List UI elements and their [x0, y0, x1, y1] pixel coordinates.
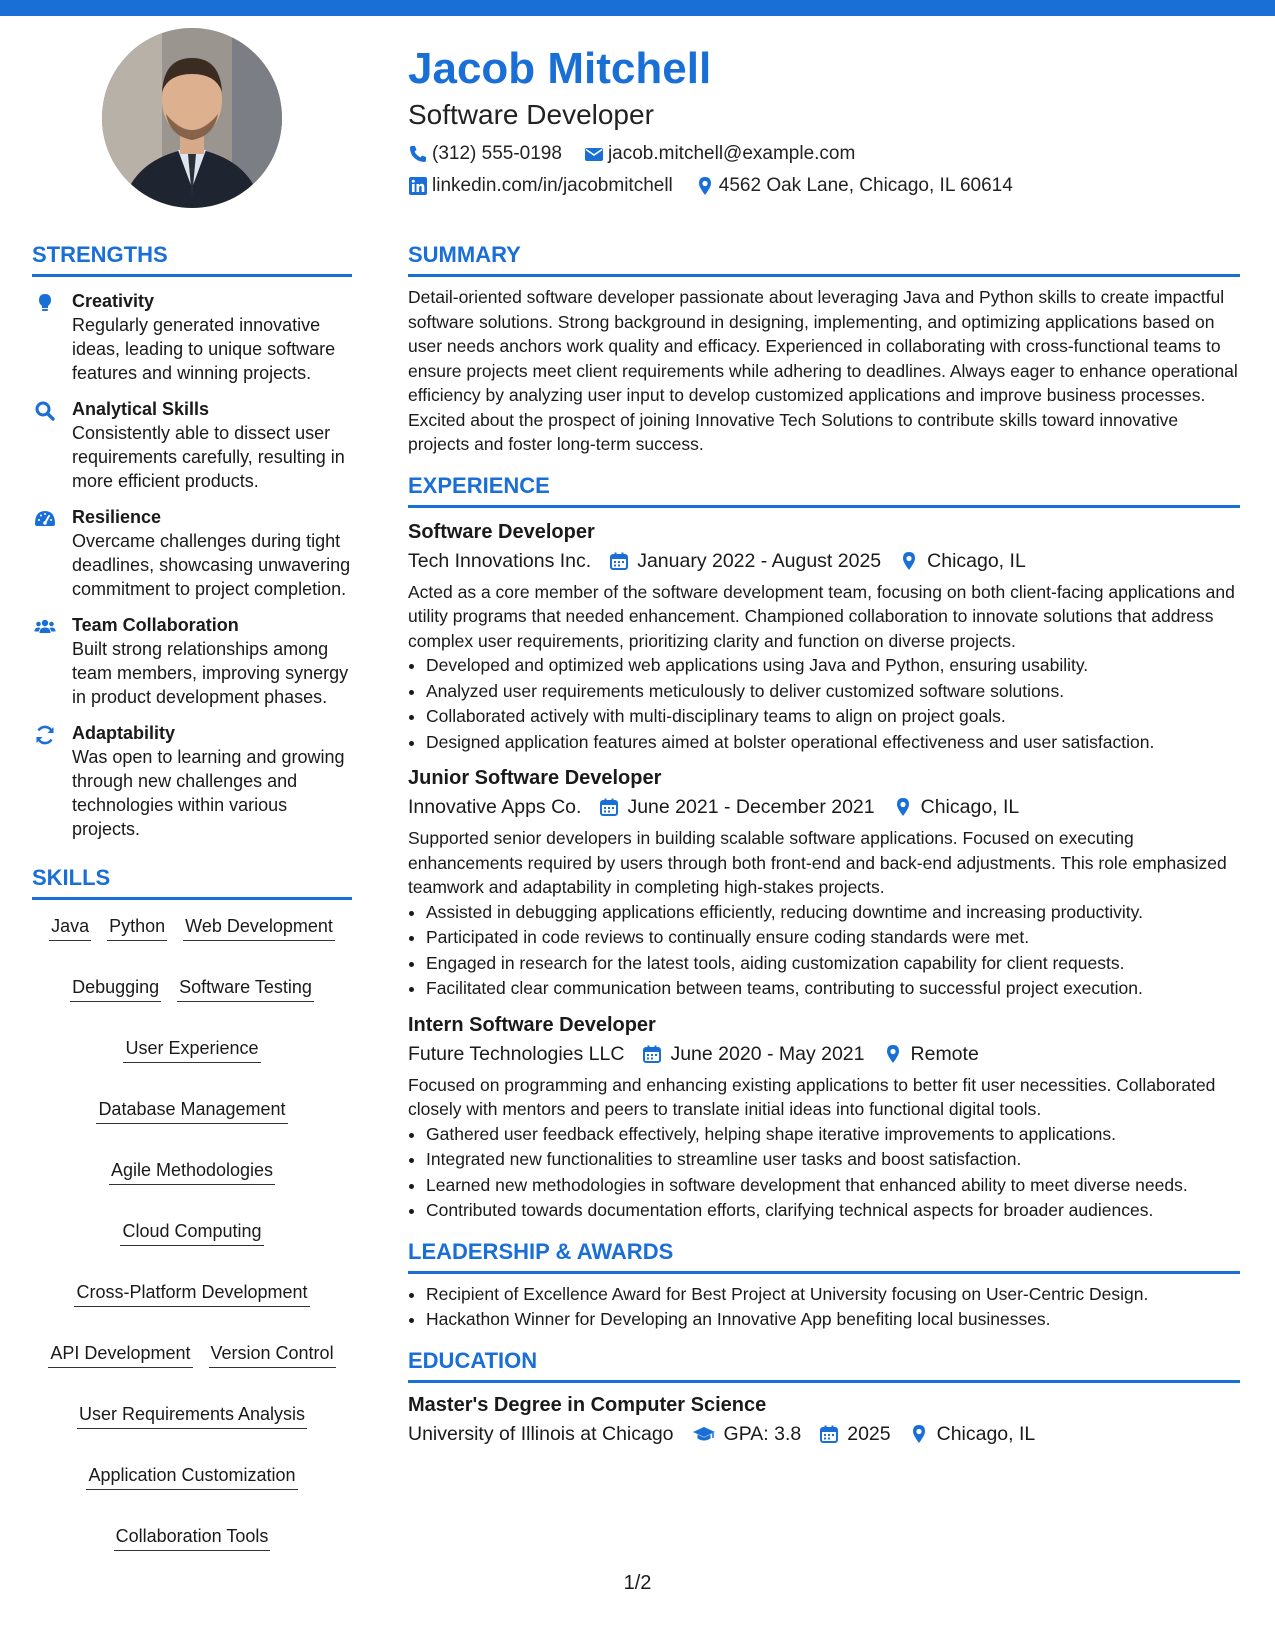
strength-title: Team Collaboration	[72, 615, 239, 635]
strength-desc: Consistently able to dissect user requirements carefully, resulting in more efficient products.	[72, 423, 345, 491]
location-pin-icon	[695, 176, 715, 196]
job-title: Junior Software Developer	[408, 767, 662, 789]
leadership-list	[408, 1282, 1240, 1332]
leadership-title: LEADERSHIP & AWARDS	[408, 1237, 1240, 1274]
list-item: • Facilitated clear communication between teams, contributing to successful project execution.	[426, 976, 1240, 1001]
list-item: • Integrated new functionalities to streamline user tasks and boost satisfaction.	[426, 1147, 1240, 1172]
job-description: Supported senior developers in building scalable software applications. Focused on executing enhancements required by users through both front-end and back-end adjustments. This role emphasized teamwork and adaptability in completing high-stakes projects.	[408, 828, 1227, 897]
list-item: • Analyzed user requirements meticulously to deliver customized software solutions.	[426, 679, 1240, 704]
page-number: 1/2	[623, 1572, 652, 1594]
left-column	[32, 240, 352, 1551]
location-pin-icon	[899, 551, 919, 571]
contact-row-1	[408, 138, 1238, 170]
location-pin-icon	[909, 1424, 929, 1444]
resume-header	[408, 40, 1238, 202]
strength-item	[32, 613, 352, 709]
skill-tag: Cloud Computing	[120, 1219, 263, 1246]
skill-tag: Agile Methodologies	[109, 1158, 275, 1185]
job-title: Intern Software Developer	[408, 1013, 656, 1036]
address-contact	[695, 175, 1013, 197]
top-accent-bar	[0, 0, 1275, 16]
strength-title: Resilience	[72, 507, 162, 527]
list-item: • Developed and optimized web applications using Java and Python, ensuring usability.	[426, 653, 1240, 678]
education-location: Chicago, IL	[936, 1422, 1036, 1445]
strength-desc: Built strong relationships among team members, improving synergy in product development phases.	[72, 639, 349, 707]
job-dates: June 2021 - December 2021	[627, 796, 875, 818]
job-bullets	[408, 1122, 1240, 1223]
job-dates-group	[599, 792, 874, 822]
job-meta	[408, 546, 1240, 576]
summary-text: Detail-oriented software developer passionate about leveraging Java and Python skills to create impactful software solutions. Strong background in designing, implementing, and optimizing applications based on user needs anchors work quality and efficacy. Experienced in collaborating with cross-functional teams to ensure projects meet client requirements while adhering to deadlines. Always eager to enhance operational efficiency by analyzing user input to develop customized applications and improve business processes. Excited about the prospect of joining Innovative Tech Solutions to contribute skills toward innovative projects and foster long-term success.	[408, 287, 1238, 454]
strength-item	[32, 721, 352, 841]
job-company: Innovative Apps Co.	[408, 796, 582, 818]
users-icon	[34, 616, 56, 638]
skill-tag: Version Control	[209, 1341, 336, 1368]
job-location-group	[899, 546, 1026, 576]
school-name: University of Illinois at Chicago	[408, 1422, 674, 1445]
job-dates: January 2022 - August 2025	[637, 549, 882, 572]
skill-tag: Collaboration Tools	[114, 1524, 271, 1551]
skill-tag: Debugging	[70, 975, 161, 1002]
skill-tag: User Experience	[123, 1036, 260, 1063]
phone-icon	[408, 144, 428, 164]
strength-title: Adaptability	[72, 723, 176, 743]
job-location: Chicago, IL	[920, 796, 1020, 818]
candidate-name: Jacob Mitchell	[408, 44, 712, 93]
gpa-group	[692, 1419, 802, 1449]
strength-desc: Was open to learning and growing through new challenges and technologies within various projects.	[72, 747, 345, 839]
job-entry	[408, 764, 1240, 1001]
strengths-title: STRENGTHS	[32, 240, 352, 277]
degree-title: Master's Degree in Computer Science	[408, 1393, 767, 1416]
job-dates-group	[642, 1039, 864, 1069]
phone-text: (312) 555-0198	[432, 143, 562, 164]
skill-tag: API Development	[48, 1341, 192, 1368]
skill-tag: Python	[107, 914, 167, 941]
right-column	[408, 240, 1240, 1453]
search-icon	[34, 400, 56, 422]
job-title: Software Developer	[408, 520, 595, 543]
job-meta	[408, 1039, 1240, 1069]
year-group	[819, 1419, 890, 1449]
summary-title: SUMMARY	[408, 240, 1240, 277]
graduation-year: 2025	[847, 1422, 891, 1445]
education-title: EDUCATION	[408, 1346, 1240, 1383]
job-dates-group	[609, 546, 881, 576]
job-description: Acted as a core member of the software development team, focusing on both client-facing applications and utility programs that needed enhancement. Championed collaboration to innovate solutions that address complex user requirements, prioritizing clarity and function on diverse projects.	[408, 581, 1235, 651]
strength-item	[32, 505, 352, 601]
job-location: Chicago, IL	[927, 549, 1026, 572]
strength-desc: Overcame challenges during tight deadlines, showcasing unwavering commitment to project completion.	[72, 531, 351, 599]
contact-row-2	[408, 170, 1238, 202]
avatar	[102, 28, 282, 208]
candidate-role: Software Developer	[408, 99, 654, 130]
sync-icon	[34, 724, 56, 746]
strength-item	[32, 397, 352, 493]
strength-title: Analytical Skills	[72, 399, 210, 419]
calendar-icon	[609, 551, 629, 571]
education-location-group	[909, 1419, 1036, 1449]
skills-list	[32, 914, 352, 1551]
job-entry	[408, 1011, 1240, 1223]
job-company: Future Technologies LLC	[408, 1042, 625, 1065]
gpa-text: GPA: 3.8	[723, 1422, 802, 1445]
job-meta	[408, 792, 1240, 822]
linkedin-contact[interactable]	[408, 175, 673, 197]
list-item: • Gathered user feedback effectively, helping shape iterative improvements to applications.	[426, 1122, 1240, 1147]
strength-desc: Regularly generated innovative ideas, leading to unique software features and winning projects.	[72, 315, 336, 383]
linkedin-text: linkedin.com/in/jacobmitchell	[432, 175, 673, 196]
job-bullets	[408, 653, 1240, 754]
strength-title: Creativity	[72, 291, 155, 311]
location-pin-icon	[893, 797, 913, 817]
skill-tag: Cross-Platform Development	[74, 1280, 309, 1307]
graduation-cap-icon	[692, 1424, 716, 1444]
calendar-icon	[819, 1424, 839, 1444]
gauge-icon	[34, 508, 56, 530]
strength-item	[32, 289, 352, 385]
list-item: • Assisted in debugging applications efficiently, reducing downtime and increasing productivity.	[426, 900, 1240, 925]
address-text: 4562 Oak Lane, Chicago, IL 60614	[718, 175, 1013, 196]
phone-contact[interactable]	[408, 143, 562, 165]
list-item: • Engaged in research for the latest tools, aiding customization capability for client requests.	[426, 951, 1240, 976]
skill-tag: User Requirements Analysis	[77, 1402, 307, 1429]
job-bullets	[408, 900, 1240, 1001]
skill-tag: Application Customization	[86, 1463, 297, 1490]
email-contact[interactable]	[584, 143, 855, 165]
skill-tag: Software Testing	[177, 975, 314, 1002]
job-location-group	[893, 792, 1020, 822]
job-description: Focused on programming and enhancing existing applications to better fit user necessities. Collaborated closely with mentors and peers to translate initial ideas into functional digital tools.	[408, 1074, 1216, 1119]
list-item: • Recipient of Excellence Award for Best Project at University focusing on User-Centric Design.	[426, 1282, 1240, 1307]
envelope-icon	[584, 144, 604, 164]
job-dates: June 2020 - May 2021	[670, 1042, 865, 1065]
skill-tag: Java	[49, 914, 91, 941]
list-item: • Hackathon Winner for Developing an Innovative App benefiting local businesses.	[426, 1307, 1240, 1332]
job-entry	[408, 518, 1240, 755]
calendar-icon	[599, 797, 619, 817]
linkedin-icon	[408, 176, 428, 196]
email-text: jacob.mitchell@example.com	[607, 143, 856, 164]
list-item: • Participated in code reviews to continually ensure coding standards were met.	[426, 925, 1240, 950]
list-item: • Contributed towards documentation efforts, clarifying technical aspects for broader audiences.	[426, 1198, 1240, 1223]
skills-title: SKILLS	[32, 863, 352, 900]
calendar-icon	[642, 1044, 662, 1064]
list-item: • Learned new methodologies in software development that enhanced ability to meet diverse needs.	[426, 1173, 1240, 1198]
list-item: • Collaborated actively with multi-disciplinary teams to align on project goals.	[426, 704, 1240, 729]
list-item: • Designed application features aimed at bolster operational effectiveness and user satisfaction.	[426, 730, 1240, 755]
experience-title: EXPERIENCE	[408, 471, 1240, 508]
location-pin-icon	[883, 1044, 903, 1064]
job-location-group	[883, 1039, 979, 1069]
job-company: Tech Innovations Inc.	[408, 549, 592, 572]
skill-tag: Database Management	[96, 1097, 287, 1124]
job-location: Remote	[910, 1042, 979, 1065]
education-meta	[408, 1419, 1240, 1449]
skill-tag: Web Development	[183, 914, 335, 941]
lightbulb-icon	[34, 292, 56, 314]
